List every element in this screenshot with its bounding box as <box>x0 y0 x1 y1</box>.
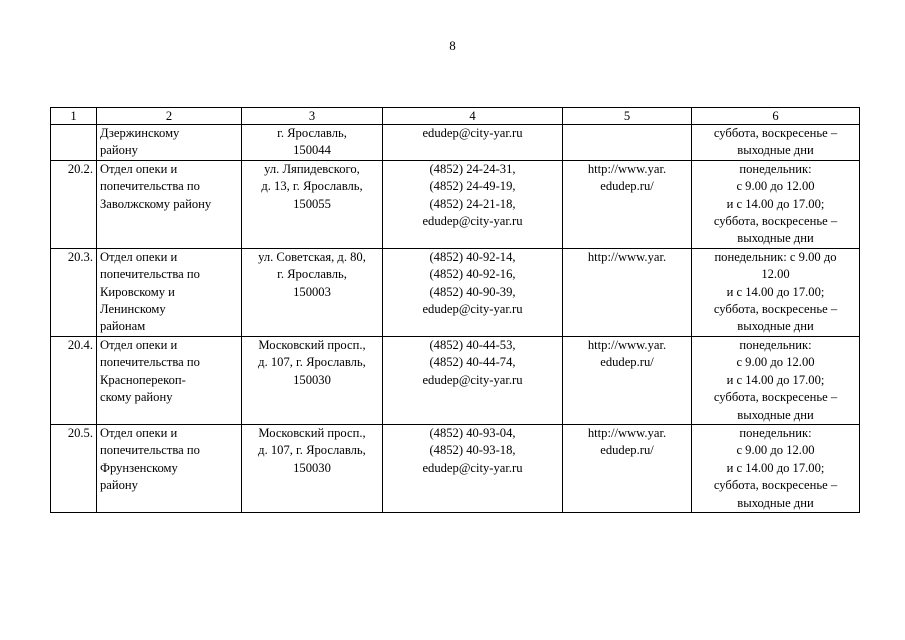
address-cell <box>242 248 383 336</box>
cell-text-line: Московский просп., <box>258 337 366 352</box>
cell-text-line: попечительства по <box>100 443 200 458</box>
row-number-cell <box>51 248 97 336</box>
website-cell <box>563 248 692 336</box>
row-number-cell <box>51 424 97 512</box>
column-header: 3 <box>242 108 383 125</box>
cell-text-line: району <box>100 478 138 493</box>
cell-text-line: http://www.yar. <box>587 249 667 264</box>
row-number-cell <box>51 125 97 161</box>
cell-text-line: Заволжскому району <box>100 196 212 211</box>
cell-text-line: районам <box>100 319 146 334</box>
cell-text-line: попечительства по <box>100 355 200 370</box>
column-header: 5 <box>563 108 692 125</box>
cell-text-line: выходные дни <box>737 407 814 422</box>
cell-text-line: 20.5. <box>67 425 93 440</box>
department-name-cell <box>97 336 242 424</box>
contacts-cell <box>383 336 563 424</box>
cell-text-line: 150055 <box>293 196 331 211</box>
cell-text-line: (4852) 40-90-39, <box>429 284 516 299</box>
cell-text-line: 12.00 <box>761 267 790 282</box>
contacts-table <box>50 107 860 513</box>
cell-text-line: (4852) 40-93-04, <box>429 425 516 440</box>
cell-text-line: 150044 <box>293 143 331 158</box>
cell-text-line: району <box>100 143 138 158</box>
cell-text-line: edudep.ru/ <box>600 443 654 458</box>
cell-text-line: Кировскому и <box>100 284 175 299</box>
cell-text-line: 150030 <box>293 372 331 387</box>
cell-text-line: 20.4. <box>67 337 93 352</box>
address-cell <box>242 424 383 512</box>
department-name-cell <box>97 160 242 248</box>
cell-text-line: понедельник: <box>739 161 812 176</box>
cell-text-line: 150003 <box>293 284 331 299</box>
cell-text-line: выходные дни <box>737 231 814 246</box>
cell-text-line: Ленинскому <box>100 302 166 317</box>
cell-text-line: Фрунзенскому <box>100 460 178 475</box>
row-number-cell <box>51 336 97 424</box>
cell-text-line: http://www.yar. <box>587 337 667 352</box>
cell-text-line: с 9.00 до 12.00 <box>736 179 815 194</box>
department-name-cell <box>97 424 242 512</box>
cell-text-line: и с 14.00 до 17.00; <box>726 372 825 387</box>
cell-text-line: (4852) 40-44-53, <box>429 337 516 352</box>
page-number: 8 <box>449 38 456 53</box>
cell-text-line: 150030 <box>293 460 331 475</box>
cell-text-line: ул. Советская, д. 80, <box>258 249 366 264</box>
website-cell <box>563 424 692 512</box>
contacts-cell <box>383 248 563 336</box>
cell-text-line: http://www.yar. <box>587 425 667 440</box>
cell-text-line: Московский просп., <box>258 425 366 440</box>
cell-text-line: и с 14.00 до 17.00; <box>726 284 825 299</box>
table-row <box>51 160 860 248</box>
cell-text-line: edudep@city-yar.ru <box>422 460 523 475</box>
website-cell <box>563 125 692 161</box>
cell-text-line: г. Ярославль, <box>277 126 347 140</box>
cell-text-line: с 9.00 до 12.00 <box>736 443 815 458</box>
cell-text-line: попечительства по <box>100 267 200 282</box>
cell-text-line: (4852) 40-93-18, <box>429 443 516 458</box>
cell-text-line: edudep@city-yar.ru <box>422 126 523 140</box>
table-row <box>51 424 860 512</box>
cell-text-line: и с 14.00 до 17.00; <box>726 196 825 211</box>
contacts-cell <box>383 424 563 512</box>
column-header: 4 <box>383 108 563 125</box>
cell-text-line: выходные дни <box>737 319 814 334</box>
cell-text-line: Отдел опеки и <box>100 161 178 176</box>
cell-text-line: суббота, воскресенье – <box>713 478 838 493</box>
row-number-cell <box>51 160 97 248</box>
schedule-cell <box>692 248 860 336</box>
cell-text-line: выходные дни <box>737 495 814 510</box>
cell-text-line: суббота, воскресенье – <box>713 126 838 140</box>
cell-text-line: суббота, воскресенье – <box>713 302 838 317</box>
cell-text-line: edudep@city-yar.ru <box>422 372 523 387</box>
cell-text-line: и с 14.00 до 17.00; <box>726 460 825 475</box>
cell-text-line: 20.3. <box>67 249 93 264</box>
address-cell <box>242 336 383 424</box>
cell-text-line: Дзержинскому <box>100 126 180 140</box>
contacts-cell <box>383 160 563 248</box>
schedule-cell <box>692 125 860 161</box>
cell-text-line: Отдел опеки и <box>100 337 178 352</box>
cell-text-line: суббота, воскресенье – <box>713 390 838 405</box>
schedule-cell <box>692 424 860 512</box>
table-row <box>51 125 860 161</box>
cell-text-line: (4852) 40-92-16, <box>429 267 516 282</box>
cell-text-line: Отдел опеки и <box>100 249 178 264</box>
website-cell <box>563 336 692 424</box>
address-cell <box>242 125 383 161</box>
department-name-cell <box>97 125 242 161</box>
table-header-row <box>51 108 860 125</box>
cell-text-line: выходные дни <box>737 143 814 158</box>
address-cell <box>242 160 383 248</box>
cell-text-line: Отдел опеки и <box>100 425 178 440</box>
column-header: 1 <box>51 108 97 125</box>
cell-text-line: д. 13, г. Ярославль, <box>261 179 363 194</box>
cell-text-line: суббота, воскресенье – <box>713 214 838 229</box>
schedule-cell <box>692 336 860 424</box>
cell-text-line: ул. Ляпидевского, <box>264 161 360 176</box>
cell-text-line: (4852) 24-49-19, <box>429 179 516 194</box>
cell-text-line: edudep@city-yar.ru <box>422 214 523 229</box>
cell-text-line: понедельник: с 9.00 до <box>714 249 837 264</box>
table-body <box>51 125 860 513</box>
department-name-cell <box>97 248 242 336</box>
cell-text-line: (4852) 24-24-31, <box>429 161 516 176</box>
cell-text-line: Красноперекоп- <box>100 372 186 387</box>
cell-text-line: д. 107, г. Ярославль, <box>258 443 366 458</box>
cell-text-line: edudep@city-yar.ru <box>422 302 523 317</box>
cell-text-line: понедельник: <box>739 337 812 352</box>
cell-text-line: г. Ярославль, <box>277 267 347 282</box>
cell-text-line: с 9.00 до 12.00 <box>736 355 815 370</box>
cell-text-line: (4852) 40-92-14, <box>429 249 516 264</box>
table-row <box>51 336 860 424</box>
website-cell <box>563 160 692 248</box>
cell-text-line: попечительства по <box>100 179 200 194</box>
table-row <box>51 248 860 336</box>
cell-text-line: (4852) 40-44-74, <box>429 355 516 370</box>
cell-text-line: понедельник: <box>739 425 812 440</box>
cell-text-line: скому району <box>100 390 173 405</box>
cell-text-line: edudep.ru/ <box>600 179 654 194</box>
cell-text-line: http://www.yar. <box>587 161 667 176</box>
contacts-cell <box>383 125 563 161</box>
column-header: 2 <box>97 108 242 125</box>
schedule-cell <box>692 160 860 248</box>
cell-text-line: д. 107, г. Ярославль, <box>258 355 366 370</box>
cell-text-line: 20.2. <box>67 161 93 176</box>
column-header: 6 <box>692 108 860 125</box>
cell-text-line: edudep.ru/ <box>600 355 654 370</box>
cell-text-line: (4852) 24-21-18, <box>429 196 516 211</box>
